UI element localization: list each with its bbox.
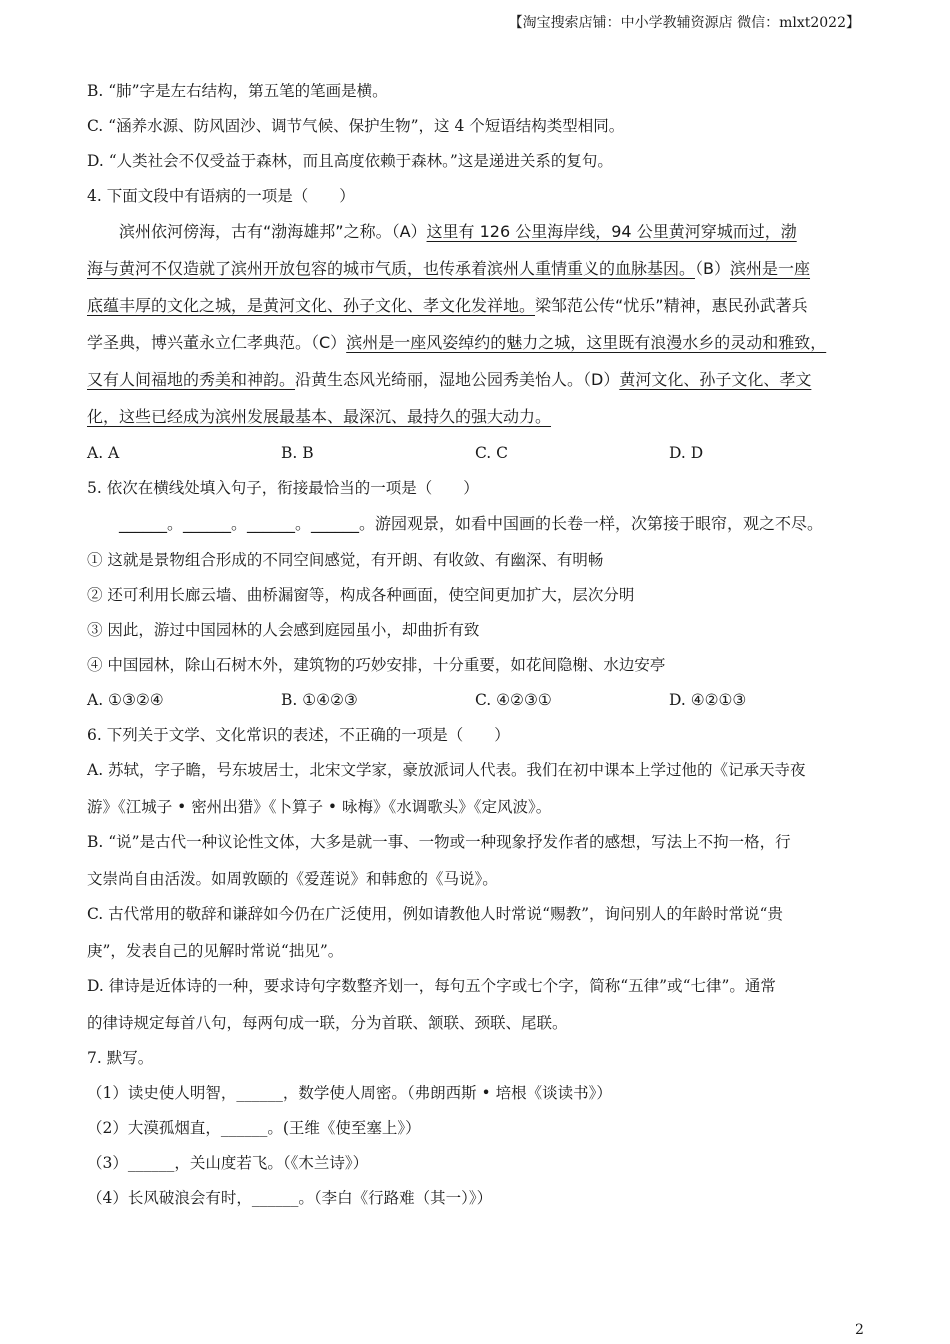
- q4-segment-a-1: 这里有 126 公里海岸线，94 公里黄河穿城而过，渤: [426, 222, 797, 241]
- q4-sentence-4: 沿黄生态风光绮丽，湿地公园秀美怡人。（D）: [295, 370, 620, 389]
- q6-option-d-line-1: D. 律诗是近体诗的一种，要求诗句字数整齐划一，每句五个字或七个字，简称“五律”或“七律”。通常: [87, 977, 776, 995]
- q5-item-3: ③ 因此，游过中国园林的人会感到庭园虽小，却曲折有致: [87, 621, 480, 639]
- q5-option-d[interactable]: D. ④②①③: [669, 691, 747, 709]
- q5-option-a[interactable]: A. ①③②④: [87, 691, 164, 709]
- q5-stem: 5. 依次在横线处填入句子，衔接最恰当的一项是（ ）: [87, 479, 479, 497]
- q5-option-c[interactable]: C. ④②③①: [475, 691, 552, 709]
- q5-item-4: ④ 中国园林，除山石树木外，建筑物的巧妙安排，十分重要，如花间隐榭、水边安亭: [87, 656, 666, 674]
- q6-option-b-line-2: 文崇尚自由活泼。如周敦颐的《爱莲说》和韩愈的《马说》。: [87, 870, 498, 888]
- q6-option-c-line-2: 庚”，发表自己的见解时常说“拙见”。: [87, 942, 344, 960]
- page-number: 2: [855, 1322, 864, 1338]
- q4-segment-a-2: 海与黄河不仅造就了滨州开放包容的城市气质，也传承着滨州人重情重义的血脉基因。: [87, 259, 696, 278]
- exam-content: [87, 78, 867, 1220]
- q3-option-d: D. “人类社会不仅受益于森林，而且高度依赖于森林。”这是递进关系的复句。: [87, 152, 613, 170]
- q7-item-3: （3）______，关山度若飞。（《木兰诗》）: [87, 1154, 369, 1172]
- q5-blanks-text: ______。______。______。______。游园观景，如看中国画的长卷一样，次第接于眼帘，观之不尽。: [119, 514, 824, 533]
- q4-segment-c-2: 又有人间福地的秀美和神韵。: [87, 370, 296, 389]
- q4-option-b[interactable]: B. B: [281, 444, 314, 462]
- q4-sentence-3-end: 学圣典，博兴董永立仁孝典范。（C）: [87, 333, 347, 352]
- q6-option-b-line-1: B. “说”是古代一种议论性文体，大多是就一事、一物或一种现象抒发作者的感想，写法上不拘一格，行: [87, 833, 791, 851]
- q6-option-a-line-2: 游》《江城子 • 密州出猎》《卜算子 • 咏梅》《水调歌头》《定风波》。: [87, 798, 552, 816]
- q4-mark-b: （B）: [695, 259, 730, 278]
- q4-option-a[interactable]: A. A: [87, 444, 120, 462]
- q7-item-1: （1）读史使人明智，______，数学使人周密。（弗朗西斯 • 培根《谈读书》）: [87, 1084, 612, 1102]
- q7-stem: 7. 默写。: [87, 1049, 154, 1067]
- q4-option-c[interactable]: C. C: [475, 444, 509, 462]
- q3-option-b: B. “肺”字是左右结构，第五笔的笔画是横。: [87, 82, 388, 100]
- q5-options: [87, 687, 867, 722]
- q5-option-b[interactable]: B. ①④②③: [281, 691, 358, 709]
- q6-option-d-line-2: 的律诗规定每首八句，每两句成一联，分为首联、颔联、颈联、尾联。: [87, 1014, 568, 1032]
- q6-stem: 6. 下列关于文学、文化常识的表述，不正确的一项是（ ）: [87, 726, 510, 744]
- q5-item-2: ② 还可利用长廊云墙、曲桥漏窗等，构成各种画面，使空间更加扩大，层次分明: [87, 586, 635, 604]
- q4-segment-d-2: 化，这些已经成为滨州发展最基本、最深沉、最持久的强大动力。: [87, 407, 552, 426]
- q4-stem: 4. 下面文段中有语病的一项是（ ）: [87, 187, 355, 205]
- q4-sentence-3: 梁邹范公传“忧乐”精神，惠民孙武著兵: [535, 296, 808, 315]
- q4-segment-b-1: 滨州是一座: [730, 259, 811, 278]
- q6-option-a-line-1: A. 苏轼，字子瞻，号东坡居士，北宋文学家，豪放派词人代表。我们在初中课本上学过他的《记承天寺夜: [87, 761, 806, 779]
- q4-segment-b-2: 底蕴丰厚的文化之城，是黄河文化、孙子文化、孝文化发祥地。: [87, 296, 536, 315]
- q4-passage: [87, 218, 867, 440]
- q7-item-2: （2）大漠孤烟直，______。(王维《使至塞上》）: [87, 1119, 421, 1137]
- q4-segment-c-1: 滨州是一座风姿绰约的魅力之城，这里既有浪漫水乡的灵动和雅致，: [346, 333, 827, 352]
- q4-segment-d-1: 黄河文化、孙子文化、孝文: [619, 370, 812, 389]
- q4-options: [87, 440, 867, 475]
- q3-option-c: C. “涵养水源、防风固沙、调节气候、保护生物”，这 4 个短语结构类型相同。: [87, 117, 625, 135]
- q6-option-c-line-1: C. 古代常用的敬辞和谦辞如今仍在广泛使用，例如请教他人时常说“赐教”，询问别人的年龄时常说“贵: [87, 905, 783, 923]
- q5-item-1: ① 这就是景物组合形成的不同空间感觉，有开朗、有收敛、有幽深、有明畅: [87, 551, 604, 569]
- q7-item-4: （4）长风破浪会有时，______。（李白《行路难（其一）》）: [87, 1189, 493, 1207]
- q4-sentence-1: 滨州依河傍海，古有“渤海雄邦”之称。（A）: [119, 222, 427, 241]
- page-header: 【淘宝搜索店铺：中小学教辅资源店 微信：mlxt2022】: [508, 15, 860, 31]
- q4-option-d[interactable]: D. D: [669, 444, 704, 462]
